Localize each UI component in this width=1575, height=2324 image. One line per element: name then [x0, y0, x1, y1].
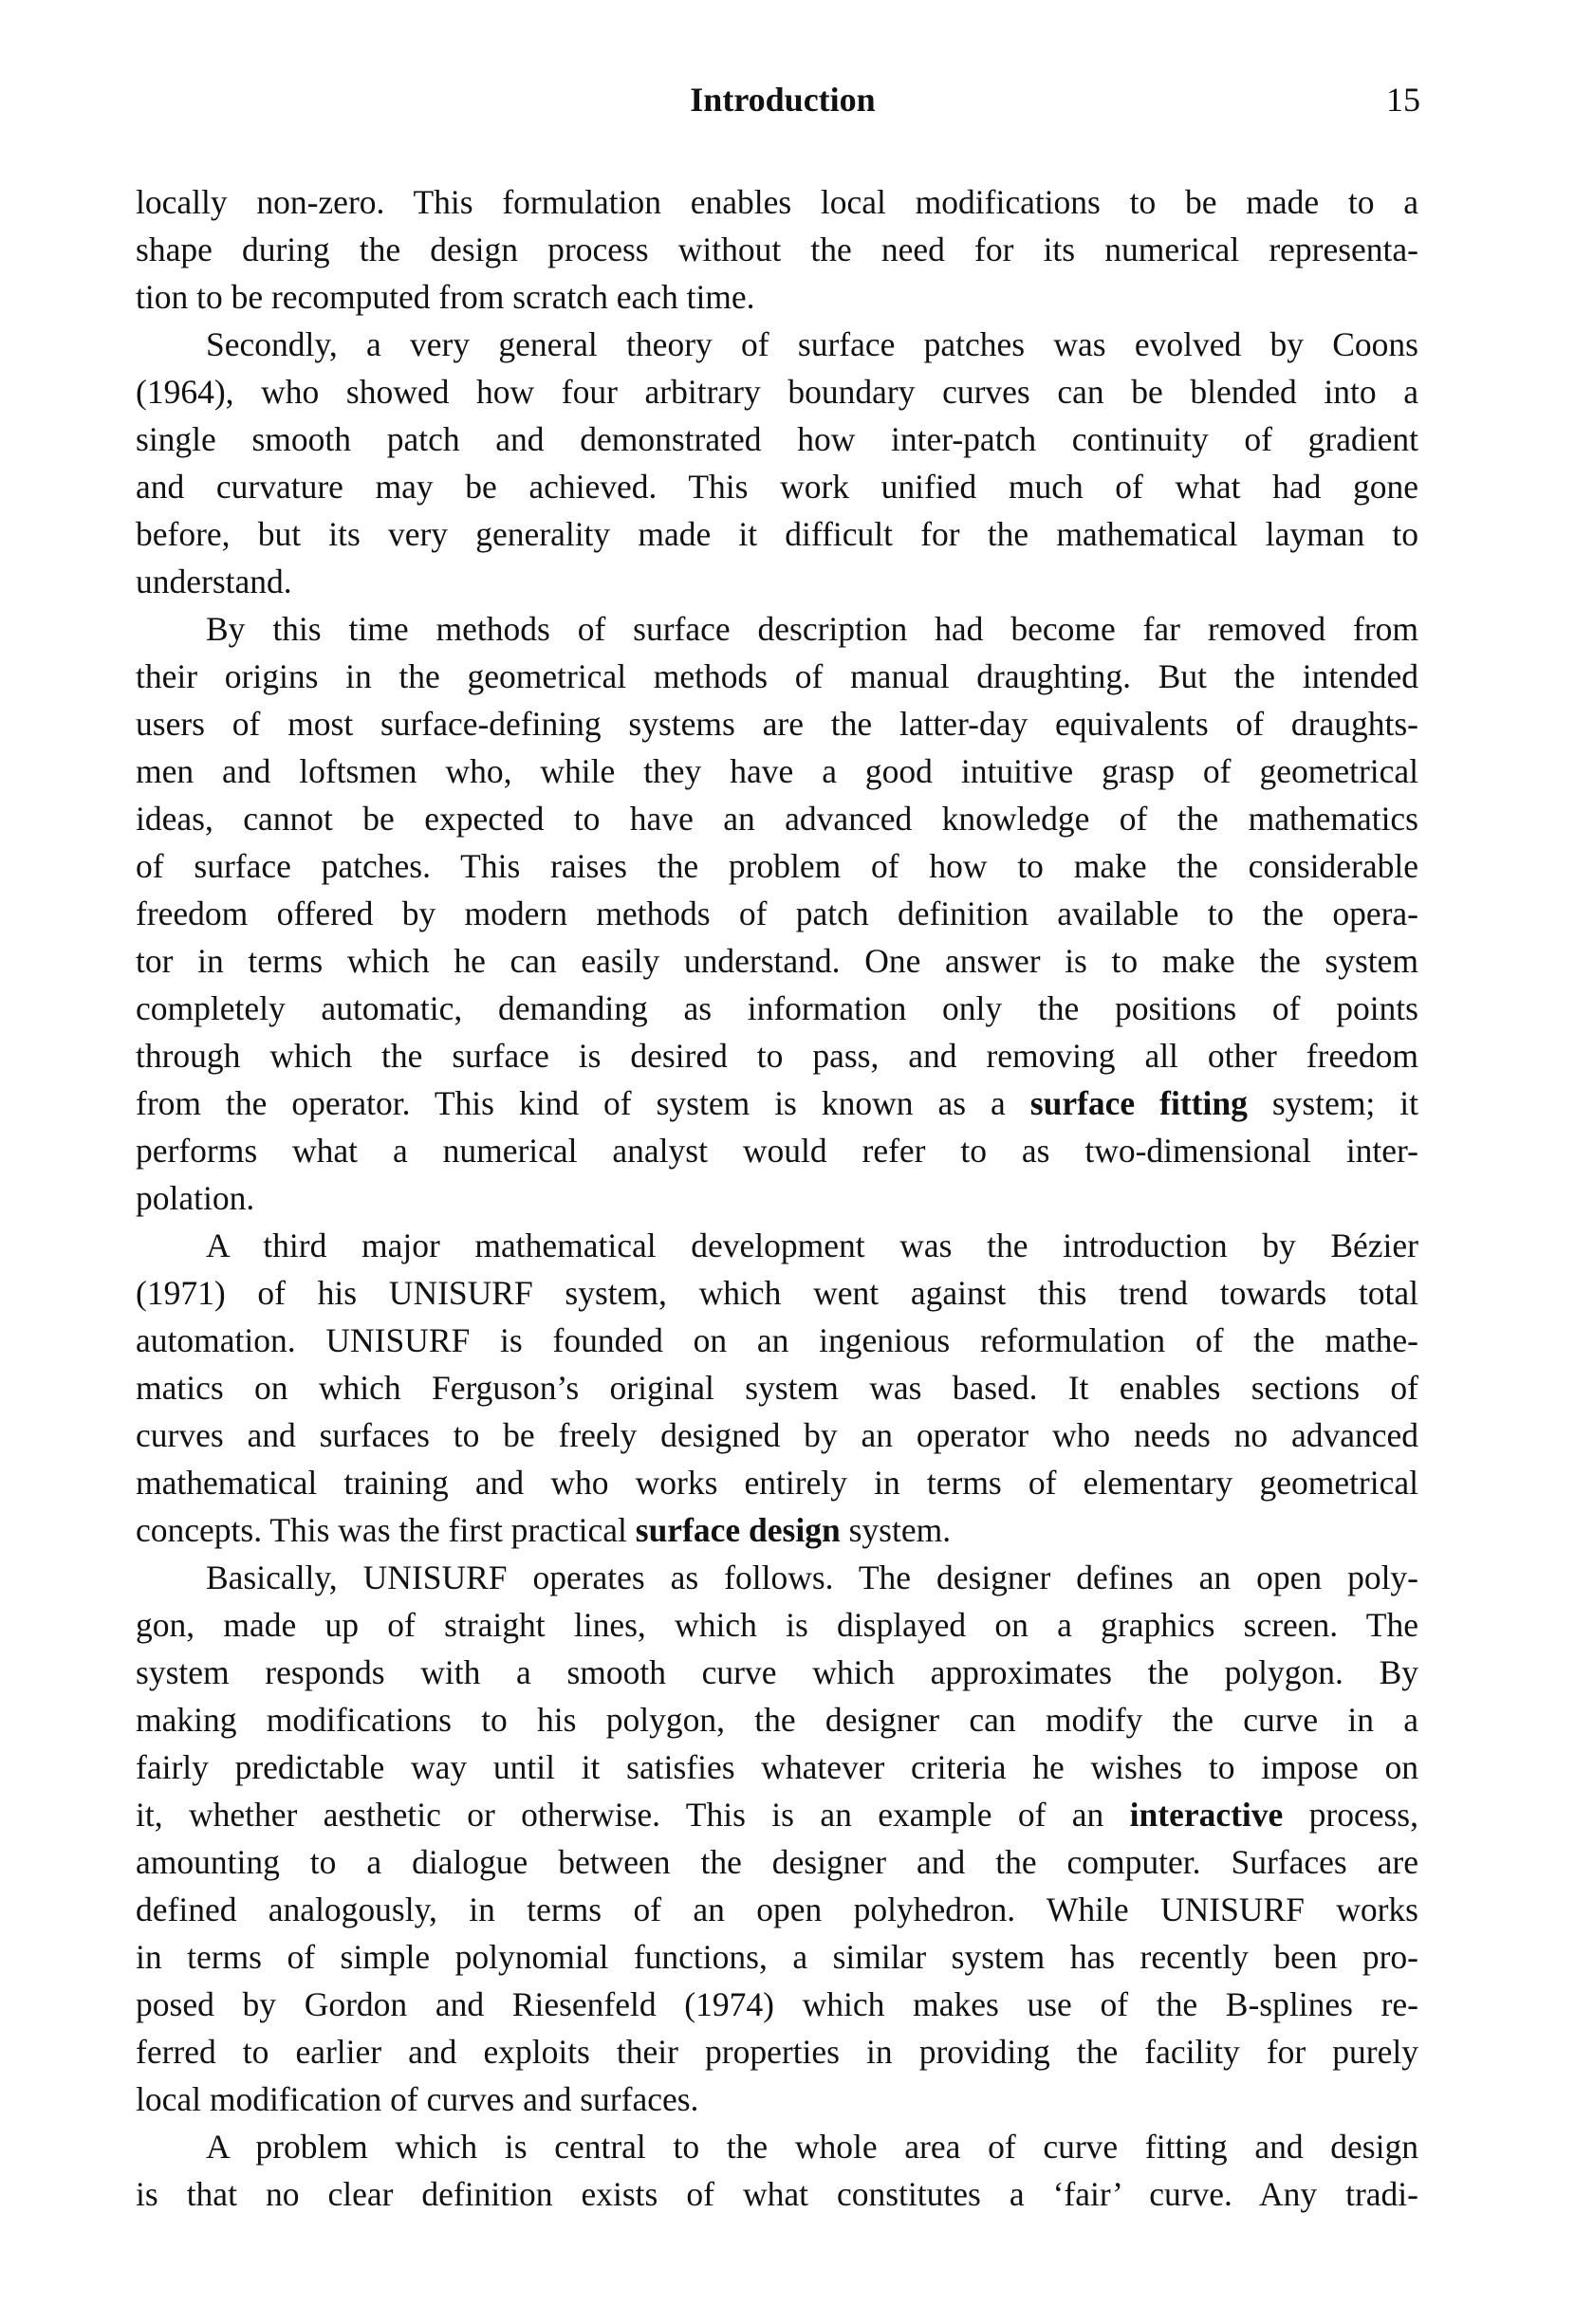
text-segment: system.	[840, 1511, 952, 1549]
text-line: automation. UNISURF is founded on an ingenious reformulation of the mathe-	[136, 1321, 1418, 1359]
text-line: amounting to a dialogue between the designer and the computer. Surfaces are	[136, 1843, 1418, 1881]
text-line: ideas, cannot be expected to have an advanced knowledge of the mathematics	[136, 800, 1418, 838]
page-number: 15	[1386, 81, 1420, 119]
text-line: curves and surfaces to be freely designed by an operator who needs no advanced	[136, 1416, 1418, 1454]
bold-term: surface fitting	[1029, 1084, 1248, 1122]
text-line: (1971) of his UNISURF system, which went against this trend towards total	[136, 1274, 1418, 1312]
paragraph	[136, 1222, 1418, 1554]
text-line: single smooth patch and demonstrated how inter-patch continuity of gradient	[136, 420, 1418, 458]
paragraph	[136, 605, 1418, 1222]
text-line	[136, 1506, 1418, 1554]
text-line: polation.	[136, 1179, 255, 1217]
text-line: before, but its very generality made it difficult for the mathematical layman to	[136, 515, 1418, 553]
text-line: understand.	[136, 563, 292, 600]
text-line: fairly predictable way until it satisfies whatever criteria he wishes to impose on	[136, 1748, 1418, 1786]
paragraph	[136, 2123, 1418, 2218]
text-line: through which the surface is desired to pass, and removing all other freedom	[136, 1037, 1418, 1075]
bold-term: surface design	[635, 1511, 841, 1549]
text-line: Basically, UNISURF operates as follows. The designer defines an open poly-	[206, 1559, 1418, 1596]
text-segment: it, whether aesthetic or otherwise. This is an example of an	[136, 1796, 1130, 1834]
paragraph	[136, 1554, 1418, 2123]
text-line	[136, 1079, 1418, 1127]
text-line: (1964), who showed how four arbitrary boundary curves can be blended into a	[136, 373, 1418, 411]
text-line: completely automatic, demanding as information only the positions of points	[136, 989, 1418, 1027]
text-line: their origins in the geometrical methods of manual draughting. But the intended	[136, 657, 1418, 695]
bold-term: interactive	[1129, 1796, 1284, 1834]
text-line: By this time methods of surface description had become far removed from	[206, 610, 1418, 648]
text-line: locally non-zero. This formulation enables local modifications to be made to a	[136, 183, 1418, 221]
text-line: posed by Gordon and Riesenfeld (1974) which makes use of the B-splines re-	[136, 1985, 1418, 2023]
text-line: shape during the design process without the need for its numerical representa-	[136, 231, 1418, 268]
text-line: and curvature may be achieved. This work unified much of what had gone	[136, 468, 1418, 506]
text-line: gon, made up of straight lines, which is displayed on a graphics screen. The	[136, 1606, 1418, 1644]
body-text	[136, 178, 1418, 2218]
text-line: is that no clear definition exists of what constitutes a ‘fair’ curve. Any tradi-	[136, 2175, 1418, 2213]
text-line: users of most surface-defining systems are the latter-day equivalents of draughts-	[136, 705, 1418, 743]
running-head-title: Introduction	[690, 81, 876, 119]
text-line: system responds with a smooth curve which approximates the polygon. By	[136, 1653, 1418, 1691]
text-line: mathematical training and who works entirely in terms of elementary geometrical	[136, 1464, 1418, 1502]
text-line: freedom offered by modern methods of patch definition available to the opera-	[136, 895, 1418, 932]
text-line	[136, 1791, 1418, 1838]
text-line: making modifications to his polygon, the designer can modify the curve in a	[136, 1701, 1418, 1739]
text-line: ferred to earlier and exploits their properties in providing the facility for purely	[136, 2033, 1418, 2071]
text-line: performs what a numerical analyst would refer to as two-dimensional inter-	[136, 1132, 1418, 1170]
text-line: tion to be recomputed from scratch each time.	[136, 278, 755, 316]
text-segment: from the operator. This kind of system is known as a	[136, 1084, 1030, 1122]
text-line: local modification of curves and surfaces.	[136, 2080, 699, 2118]
text-segment: process,	[1283, 1796, 1418, 1834]
text-line: tor in terms which he can easily understand. One answer is to make the system	[136, 942, 1418, 980]
running-head	[0, 76, 1575, 123]
text-line: of surface patches. This raises the problem of how to make the considerable	[136, 847, 1418, 885]
text-line: A third major mathematical development was the introduction by Bézier	[206, 1227, 1418, 1264]
text-line: men and loftsmen who, while they have a good intuitive grasp of geometrical	[136, 752, 1418, 790]
text-segment: system; it	[1247, 1084, 1419, 1122]
paragraph	[136, 321, 1418, 605]
text-line: A problem which is central to the whole area of curve fitting and design	[206, 2128, 1418, 2166]
text-line: defined analogously, in terms of an open polyhedron. While UNISURF works	[136, 1891, 1418, 1928]
text-line: Secondly, a very general theory of surface patches was evolved by Coons	[206, 325, 1418, 363]
text-line: in terms of simple polynomial functions, a similar system has recently been pro-	[136, 1938, 1418, 1976]
text-segment: concepts. This was the first practical	[136, 1511, 636, 1549]
text-line: matics on which Ferguson’s original system was based. It enables sections of	[136, 1369, 1418, 1407]
paragraph	[136, 178, 1418, 321]
